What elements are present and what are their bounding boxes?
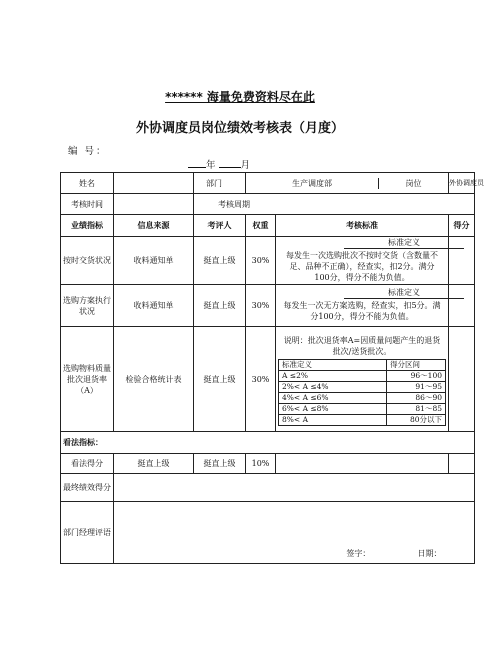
- final-label: 最终绩效得分: [61, 474, 114, 502]
- quality-note: 说明：批次退货率A=因质量问题产生的退货批次/送货批次。: [283, 335, 441, 356]
- level-range-header: 得分区间: [387, 359, 446, 370]
- time-row: [61, 194, 475, 215]
- col-rater: 考评人: [194, 215, 246, 237]
- weight-ontime: 30%: [246, 237, 276, 285]
- level-row: [279, 414, 446, 425]
- level-def-header: 标准定义: [279, 359, 387, 370]
- score-ontime[interactable]: [449, 237, 475, 285]
- attitude-score[interactable]: [449, 454, 475, 474]
- time-cell[interactable]: [114, 194, 194, 215]
- info-row: [61, 173, 475, 194]
- rater-plan: 挺直上级: [194, 285, 246, 327]
- date-label: 日期：: [417, 549, 442, 558]
- name-cell[interactable]: [114, 173, 194, 194]
- year-label: 年: [206, 160, 216, 171]
- table-row: [61, 285, 475, 327]
- level-row: [279, 381, 446, 392]
- level-row: [279, 370, 446, 381]
- score-plan[interactable]: [449, 285, 475, 327]
- quality-levels-table: [278, 359, 446, 426]
- level-def: 8%< A: [279, 414, 387, 425]
- standard-plan: [276, 285, 449, 327]
- col-standard: 考核标准: [276, 215, 449, 237]
- level-def: A ≤2%: [279, 370, 387, 381]
- post-value: 外协调度员: [449, 173, 475, 194]
- rater-ontime: 挺直上级: [194, 237, 246, 285]
- level-range: 91～95: [387, 381, 446, 392]
- dept-post-cell: [246, 173, 449, 194]
- level-range: 81～85: [387, 403, 446, 414]
- col-score: 得分: [449, 215, 475, 237]
- month-label: 月: [240, 160, 251, 171]
- rater-quality: 挺直上级: [194, 327, 246, 432]
- time-label: 考核时间: [61, 194, 114, 215]
- page-title: 外协调度员岗位绩效考核表（月度）: [135, 121, 344, 136]
- serial-number-label: 编 号：: [68, 146, 108, 157]
- attitude-source: 挺直上级: [114, 454, 194, 474]
- weight-quality: 30%: [246, 327, 276, 432]
- attitude-label: 看法得分: [61, 454, 114, 474]
- indicator-quality: 选购物料质量批次退货率（A）: [61, 327, 114, 432]
- month-blank[interactable]: [219, 157, 241, 168]
- standard-ontime: [276, 237, 449, 285]
- source-ontime: 收料通知单: [114, 237, 194, 285]
- table-row: [61, 454, 475, 474]
- level-range: 80分以下: [387, 414, 446, 425]
- dept-value: 生产调度部: [246, 178, 379, 189]
- source-quality: 检验合格统计表: [114, 327, 194, 432]
- level-row: [279, 403, 446, 414]
- comment-cell[interactable]: [114, 502, 475, 564]
- cycle-label: 考核周期: [218, 199, 250, 209]
- score-quality[interactable]: [449, 327, 475, 432]
- dept-label: 部门: [194, 173, 246, 194]
- col-source: 信息来源: [114, 215, 194, 237]
- indicator-plan: 选购方案执行状况: [61, 285, 114, 327]
- level-def: 4%< A ≤6%: [279, 392, 387, 403]
- level-def: 2%< A ≤4%: [279, 381, 387, 392]
- col-indicator: 业绩指标: [61, 215, 114, 237]
- comment-label: 部门经理评语: [61, 502, 114, 564]
- header-row: [61, 215, 475, 237]
- cycle-cell: [194, 194, 475, 215]
- level-range: 86～90: [387, 392, 446, 403]
- indicator-ontime: 按时交货状况: [61, 237, 114, 285]
- final-score-cell[interactable]: [114, 474, 475, 502]
- attitude-rater: 挺直上级: [194, 454, 246, 474]
- table-row: [61, 327, 475, 432]
- standard-def-label: 标准定义: [344, 238, 464, 249]
- section-row: [61, 432, 475, 454]
- col-weight: 权重: [246, 215, 276, 237]
- attitude-standard: [276, 454, 449, 474]
- weight-plan: 30%: [246, 285, 276, 327]
- attitude-weight: 10%: [246, 454, 276, 474]
- attitude-section-label: 看法指标：: [61, 432, 475, 454]
- table-row: [61, 237, 475, 285]
- level-def: 6%< A ≤8%: [279, 403, 387, 414]
- standard-def-label: 标准定义: [344, 288, 464, 299]
- standard-quality: [276, 327, 449, 432]
- level-range: 96～100: [387, 370, 446, 381]
- level-row: [279, 392, 446, 403]
- source-plan: 收料通知单: [114, 285, 194, 327]
- final-row: [61, 474, 475, 502]
- post-label: 岗位: [405, 178, 422, 188]
- appraisal-table: [60, 172, 484, 564]
- standard-text: 每发生一次选购批次不按时交货（含数量不足、品种不正确），经查实，扣2分。满分100分，得分不能为负值。: [286, 250, 438, 282]
- comment-row: [61, 502, 475, 564]
- standard-text: 每发生一次无方案选购，经查实，扣5分。满分100分，得分不能为负值。: [283, 301, 441, 321]
- period-line: [188, 157, 250, 171]
- banner-text: ****** 海量免费资料尽在此: [165, 90, 315, 104]
- name-label: 姓名: [61, 173, 114, 194]
- sign-label: 签字：: [346, 549, 371, 558]
- year-blank[interactable]: [188, 157, 206, 168]
